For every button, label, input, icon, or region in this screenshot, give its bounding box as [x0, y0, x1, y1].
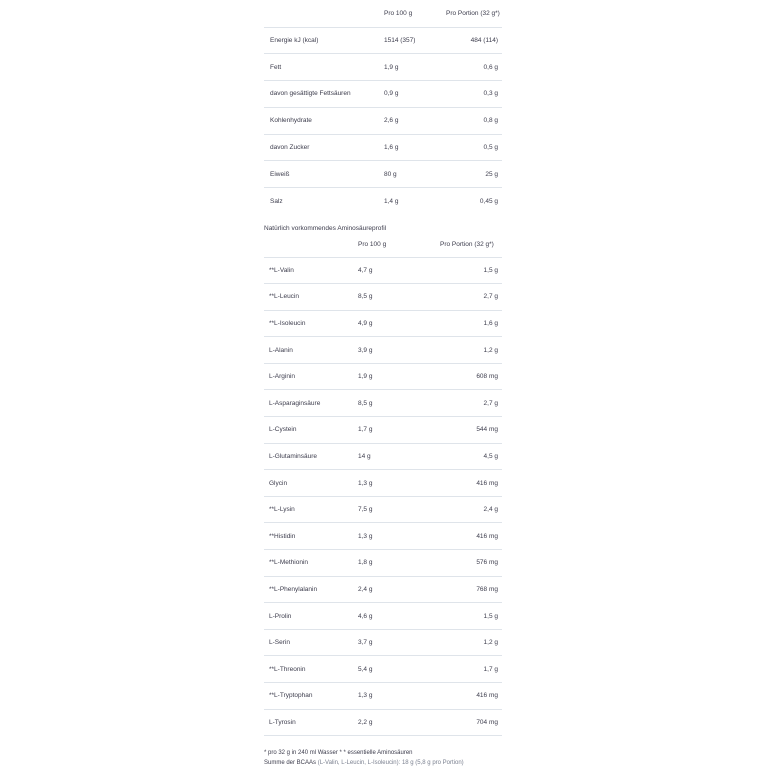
bcaa-sum-line — [264, 758, 464, 768]
amino-acid-name: **L-Methionin — [264, 550, 358, 577]
nutrient-per-100g: 80 g — [384, 161, 446, 188]
nutrient-per-portion: 0,3 g — [446, 81, 502, 108]
amino-acid-name: **L-Valin — [264, 257, 358, 284]
amino-acid-per-100g: 1,3 g — [358, 470, 440, 497]
amino-row — [264, 257, 502, 284]
amino-acid-per-100g: 1,7 g — [358, 417, 440, 444]
footnote — [264, 748, 464, 768]
amino-acid-per-portion: 1,5 g — [440, 603, 502, 630]
amino-acid-per-portion: 2,4 g — [440, 496, 502, 523]
amino-row — [264, 629, 502, 656]
amino-acid-per-portion: 2,7 g — [440, 284, 502, 311]
nutrient-name: davon Zucker — [264, 134, 384, 161]
nutrient-per-portion: 0,8 g — [446, 107, 502, 134]
amino-acid-per-portion: 768 mg — [440, 576, 502, 603]
footnote-line: * pro 32 g in 240 ml Wasser * * essentielle Aminosäuren — [264, 750, 413, 756]
amino-acid-per-portion: 1,7 g — [440, 656, 502, 683]
bcaa-sum-label: Summe der BCAAs — [264, 760, 317, 766]
nutrient-name: davon gesättigte Fettsäuren — [264, 81, 384, 108]
nutrient-per-portion: 0,5 g — [446, 134, 502, 161]
amino-acid-name: L-Alanin — [264, 337, 358, 364]
nutrition-row — [264, 54, 502, 81]
amino-acid-name: **Histidin — [264, 523, 358, 550]
nutrition-row — [264, 81, 502, 108]
amino-acid-per-portion: 1,2 g — [440, 337, 502, 364]
amino-acid-name: L-Glutaminsäure — [264, 443, 358, 470]
amino-acid-per-portion: 2,7 g — [440, 390, 502, 417]
nutrition-row — [264, 134, 502, 161]
amino-acid-per-100g: 4,9 g — [358, 310, 440, 337]
nutrient-name: Fett — [264, 54, 384, 81]
amino-acid-name: **L-Isoleucin — [264, 310, 358, 337]
amino-row — [264, 576, 502, 603]
amino-row — [264, 603, 502, 630]
nutrition-row — [264, 161, 502, 188]
amino-row — [264, 363, 502, 390]
amino-acid-per-100g: 4,6 g — [358, 603, 440, 630]
nutrition-header-per-100g: Pro 100 g — [384, 9, 413, 17]
amino-acid-name: **L-Tryptophan — [264, 683, 358, 710]
amino-acid-per-portion: 704 mg — [440, 709, 502, 736]
amino-header-per-portion: Pro Portion (32 g*) — [440, 232, 502, 257]
amino-acid-per-100g: 5,4 g — [358, 656, 440, 683]
amino-acid-per-portion: 416 mg — [440, 683, 502, 710]
amino-acid-per-100g: 8,5 g — [358, 390, 440, 417]
amino-acid-per-100g: 3,7 g — [358, 629, 440, 656]
nutrition-header-name — [264, 0, 384, 27]
nutrient-per-portion: 25 g — [446, 161, 502, 188]
amino-acid-per-portion: 576 mg — [440, 550, 502, 577]
amino-acid-name: **L-Leucin — [264, 284, 358, 311]
amino-acid-per-portion: 416 mg — [440, 470, 502, 497]
amino-acid-per-portion: 416 mg — [440, 523, 502, 550]
amino-acid-per-portion: 1,2 g — [440, 629, 502, 656]
amino-acid-per-100g: 2,2 g — [358, 709, 440, 736]
nutrient-name: Energie kJ (kcal) — [264, 27, 384, 54]
nutrient-per-100g: 1514 (357) — [384, 27, 446, 54]
bcaa-sum-detail: (L-Valin, L-Leucin, L-Isoleucin): 18 g (5,8 g pro Portion) — [316, 760, 464, 766]
amino-acid-per-100g: 8,5 g — [358, 284, 440, 311]
amino-acid-table — [264, 232, 502, 736]
nutrition-row — [264, 188, 502, 215]
nutrient-per-100g: 1,9 g — [384, 54, 446, 81]
amino-acid-name: **L-Lysin — [264, 496, 358, 523]
amino-acid-per-100g: 1,3 g — [358, 523, 440, 550]
nutrient-name: Eiweiß — [264, 161, 384, 188]
amino-acid-name: L-Serin — [264, 629, 358, 656]
amino-row — [264, 470, 502, 497]
amino-acid-per-100g: 14 g — [358, 443, 440, 470]
amino-acid-name: Glycin — [264, 470, 358, 497]
nutrition-table — [264, 0, 502, 215]
amino-row — [264, 523, 502, 550]
amino-acid-per-portion: 4,5 g — [440, 443, 502, 470]
amino-acid-name: L-Prolin — [264, 603, 358, 630]
amino-row — [264, 310, 502, 337]
amino-acid-per-portion: 544 mg — [440, 417, 502, 444]
amino-acid-name: **L-Phenylalanin — [264, 576, 358, 603]
amino-acid-name: L-Cystein — [264, 417, 358, 444]
amino-acid-name: L-Asparaginsäure — [264, 390, 358, 417]
nutrient-per-100g: 2,6 g — [384, 107, 446, 134]
amino-acid-per-100g: 1,9 g — [358, 363, 440, 390]
amino-row — [264, 656, 502, 683]
nutrient-per-portion: 0,45 g — [446, 188, 502, 215]
amino-row — [264, 709, 502, 736]
amino-acid-per-100g: 2,4 g — [358, 576, 440, 603]
nutrient-per-portion: 484 (114) — [446, 27, 502, 54]
amino-row — [264, 443, 502, 470]
amino-acid-name: L-Arginin — [264, 363, 358, 390]
amino-header-row — [264, 232, 502, 257]
amino-acid-per-100g: 1,3 g — [358, 683, 440, 710]
nutrition-header-per-portion: Pro Portion (32 g*) — [446, 9, 500, 17]
amino-row — [264, 683, 502, 710]
amino-row — [264, 550, 502, 577]
amino-header-per-100g: Pro 100 g — [358, 232, 440, 257]
amino-row — [264, 390, 502, 417]
amino-acid-name: **L-Threonin — [264, 656, 358, 683]
nutrition-row — [264, 27, 502, 54]
amino-acid-per-portion: 608 mg — [440, 363, 502, 390]
amino-row — [264, 284, 502, 311]
nutrient-per-100g: 0,9 g — [384, 81, 446, 108]
nutrient-per-100g: 1,4 g — [384, 188, 446, 215]
amino-acid-per-100g: 1,8 g — [358, 550, 440, 577]
nutrient-per-portion: 0,6 g — [446, 54, 502, 81]
amino-row — [264, 496, 502, 523]
amino-acid-per-100g: 3,9 g — [358, 337, 440, 364]
nutrient-per-100g: 1,6 g — [384, 134, 446, 161]
amino-acid-per-portion: 1,5 g — [440, 257, 502, 284]
nutrition-header-row — [264, 0, 502, 27]
amino-header-name — [264, 232, 358, 257]
amino-profile-title: Natürlich vorkommendes Aminosäureprofil — [264, 225, 387, 232]
nutrient-name: Salz — [264, 188, 384, 215]
amino-acid-per-100g: 7,5 g — [358, 496, 440, 523]
nutrient-name: Kohlenhydrate — [264, 107, 384, 134]
amino-acid-name: L-Tyrosin — [264, 709, 358, 736]
amino-row — [264, 417, 502, 444]
amino-row — [264, 337, 502, 364]
amino-acid-per-portion: 1,6 g — [440, 310, 502, 337]
nutrition-row — [264, 107, 502, 134]
amino-acid-per-100g: 4,7 g — [358, 257, 440, 284]
